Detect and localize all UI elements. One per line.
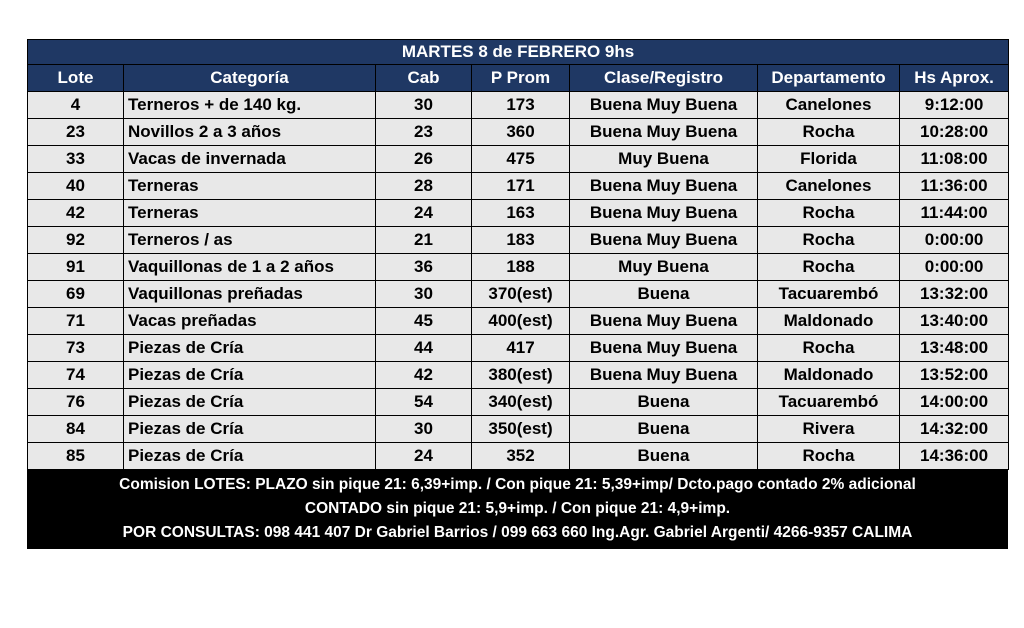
col-cab-cell: 24 <box>376 200 472 227</box>
col-departamento-cell: Canelones <box>758 92 900 119</box>
col-p-prom-cell: 171 <box>472 173 570 200</box>
col-p-prom-cell: 350(est) <box>472 416 570 443</box>
col-cab-cell: 24 <box>376 443 472 470</box>
col-categoria-cell: Piezas de Cría <box>124 416 376 443</box>
col-lote-cell: 33 <box>28 146 124 173</box>
table-row <box>28 227 1009 254</box>
col-cab-cell: 23 <box>376 119 472 146</box>
table-row <box>28 308 1009 335</box>
footer-line: Comision LOTES: PLAZO sin pique 21: 6,39+imp. / Con pique 21: 5,39+imp/ Dcto.pago contado 2% adicional <box>119 476 916 493</box>
col-hs-aprox-cell: 14:32:00 <box>900 416 1009 443</box>
col-cab-cell: 36 <box>376 254 472 281</box>
col-hs-aprox-cell: 11:36:00 <box>900 173 1009 200</box>
col-cab-cell: 30 <box>376 92 472 119</box>
col-p-prom-cell: 475 <box>472 146 570 173</box>
col-p-prom-cell: 370(est) <box>472 281 570 308</box>
col-departamento-cell: Florida <box>758 146 900 173</box>
col-p-prom-cell: 163 <box>472 200 570 227</box>
col-p-prom-cell: 360 <box>472 119 570 146</box>
table-row <box>28 119 1009 146</box>
col-categoria-cell: Terneras <box>124 173 376 200</box>
col-lote-cell: 73 <box>28 335 124 362</box>
table-row <box>28 92 1009 119</box>
col-p-prom-cell: 188 <box>472 254 570 281</box>
col-lote-cell: 40 <box>28 173 124 200</box>
col-p-prom-cell: 400(est) <box>472 308 570 335</box>
col-cab-cell: 26 <box>376 146 472 173</box>
col-categoria-cell: Piezas de Cría <box>124 443 376 470</box>
table-row <box>28 443 1009 470</box>
col-categoria-cell: Vacas preñadas <box>124 308 376 335</box>
col-clase-registro-cell: Muy Buena <box>570 146 758 173</box>
col-clase-registro-cell: Buena Muy Buena <box>570 227 758 254</box>
col-hs-aprox-cell: 0:00:00 <box>900 254 1009 281</box>
col-clase-registro-cell: Buena <box>570 416 758 443</box>
col-categoria-cell: Terneras <box>124 200 376 227</box>
col-departamento-cell: Rivera <box>758 416 900 443</box>
col-categoria-header: Categoría <box>124 65 376 92</box>
col-departamento-cell: Rocha <box>758 335 900 362</box>
col-hs-aprox-cell: 14:00:00 <box>900 389 1009 416</box>
col-departamento-cell: Maldonado <box>758 308 900 335</box>
col-lote-cell: 23 <box>28 119 124 146</box>
col-p-prom-cell: 340(est) <box>472 389 570 416</box>
col-clase-registro-cell: Buena Muy Buena <box>570 335 758 362</box>
col-departamento-cell: Rocha <box>758 200 900 227</box>
col-clase-registro-cell: Buena <box>570 281 758 308</box>
col-categoria-cell: Vaquillonas de 1 a 2 años <box>124 254 376 281</box>
col-hs-aprox-cell: 13:48:00 <box>900 335 1009 362</box>
col-p-prom-header: P Prom <box>472 65 570 92</box>
table-row <box>28 362 1009 389</box>
col-p-prom-cell: 352 <box>472 443 570 470</box>
col-categoria-cell: Piezas de Cría <box>124 362 376 389</box>
footer-line: CONTADO sin pique 21: 5,9+imp. / Con pique 21: 4,9+imp. <box>304 500 731 517</box>
col-p-prom-cell: 173 <box>472 92 570 119</box>
col-clase-registro-cell: Buena Muy Buena <box>570 362 758 389</box>
col-lote-cell: 91 <box>28 254 124 281</box>
lots-table <box>27 39 1009 470</box>
col-clase-registro-cell: Muy Buena <box>570 254 758 281</box>
col-cab-cell: 45 <box>376 308 472 335</box>
col-clase-registro-cell: Buena Muy Buena <box>570 173 758 200</box>
col-clase-registro-cell: Buena Muy Buena <box>570 200 758 227</box>
col-clase-registro-cell: Buena Muy Buena <box>570 92 758 119</box>
col-lote-cell: 74 <box>28 362 124 389</box>
table-row <box>28 335 1009 362</box>
schedule-title: MARTES 8 de FEBRERO 9hs <box>28 40 1009 65</box>
col-clase-registro-cell: Buena Muy Buena <box>570 308 758 335</box>
auction-schedule <box>27 39 1008 549</box>
col-clase-registro-cell: Buena Muy Buena <box>570 119 758 146</box>
col-lote-cell: 42 <box>28 200 124 227</box>
col-cab-cell: 42 <box>376 362 472 389</box>
col-clase-registro-header: Clase/Registro <box>570 65 758 92</box>
col-departamento-cell: Rocha <box>758 227 900 254</box>
col-cab-cell: 44 <box>376 335 472 362</box>
col-clase-registro-cell: Buena <box>570 443 758 470</box>
col-departamento-cell: Maldonado <box>758 362 900 389</box>
col-categoria-cell: Novillos 2 a 3 años <box>124 119 376 146</box>
col-cab-header: Cab <box>376 65 472 92</box>
col-cab-cell: 30 <box>376 281 472 308</box>
col-cab-cell: 30 <box>376 416 472 443</box>
col-hs-aprox-cell: 10:28:00 <box>900 119 1009 146</box>
col-lote-cell: 76 <box>28 389 124 416</box>
col-lote-cell: 84 <box>28 416 124 443</box>
col-departamento-cell: Rocha <box>758 119 900 146</box>
col-categoria-cell: Terneros + de 140 kg. <box>124 92 376 119</box>
table-row <box>28 416 1009 443</box>
col-hs-aprox-cell: 11:44:00 <box>900 200 1009 227</box>
table-row <box>28 389 1009 416</box>
footer-notes <box>27 470 1008 549</box>
column-headers <box>28 65 1009 92</box>
col-categoria-cell: Vaquillonas preñadas <box>124 281 376 308</box>
col-hs-aprox-cell: 9:12:00 <box>900 92 1009 119</box>
col-hs-aprox-cell: 14:36:00 <box>900 443 1009 470</box>
table-row <box>28 173 1009 200</box>
col-hs-aprox-cell: 13:32:00 <box>900 281 1009 308</box>
col-hs-aprox-cell: 13:40:00 <box>900 308 1009 335</box>
col-cab-cell: 28 <box>376 173 472 200</box>
col-lote-cell: 71 <box>28 308 124 335</box>
col-departamento-cell: Rocha <box>758 254 900 281</box>
col-departamento-header: Departamento <box>758 65 900 92</box>
col-categoria-cell: Vacas de invernada <box>124 146 376 173</box>
col-lote-header: Lote <box>28 65 124 92</box>
table-row <box>28 281 1009 308</box>
col-lote-cell: 69 <box>28 281 124 308</box>
table-row <box>28 200 1009 227</box>
col-departamento-cell: Tacuarembó <box>758 389 900 416</box>
col-hs-aprox-cell: 11:08:00 <box>900 146 1009 173</box>
col-departamento-cell: Canelones <box>758 173 900 200</box>
col-p-prom-cell: 417 <box>472 335 570 362</box>
table-row <box>28 146 1009 173</box>
col-hs-aprox-cell: 13:52:00 <box>900 362 1009 389</box>
table-body <box>28 92 1009 470</box>
col-cab-cell: 54 <box>376 389 472 416</box>
col-lote-cell: 4 <box>28 92 124 119</box>
col-departamento-cell: Tacuarembó <box>758 281 900 308</box>
table-row <box>28 254 1009 281</box>
col-cab-cell: 21 <box>376 227 472 254</box>
col-p-prom-cell: 380(est) <box>472 362 570 389</box>
col-departamento-cell: Rocha <box>758 443 900 470</box>
col-lote-cell: 85 <box>28 443 124 470</box>
col-categoria-cell: Piezas de Cría <box>124 335 376 362</box>
footer-line: POR CONSULTAS: 098 441 407 Dr Gabriel Barrios / 099 663 660 Ing.Agr. Gabriel Argenti/ 4266-9357 CALIMA <box>122 524 913 541</box>
col-p-prom-cell: 183 <box>472 227 570 254</box>
col-hs-aprox-header: Hs Aprox. <box>900 65 1009 92</box>
col-categoria-cell: Terneros / as <box>124 227 376 254</box>
col-categoria-cell: Piezas de Cría <box>124 389 376 416</box>
col-clase-registro-cell: Buena <box>570 389 758 416</box>
col-hs-aprox-cell: 0:00:00 <box>900 227 1009 254</box>
col-lote-cell: 92 <box>28 227 124 254</box>
